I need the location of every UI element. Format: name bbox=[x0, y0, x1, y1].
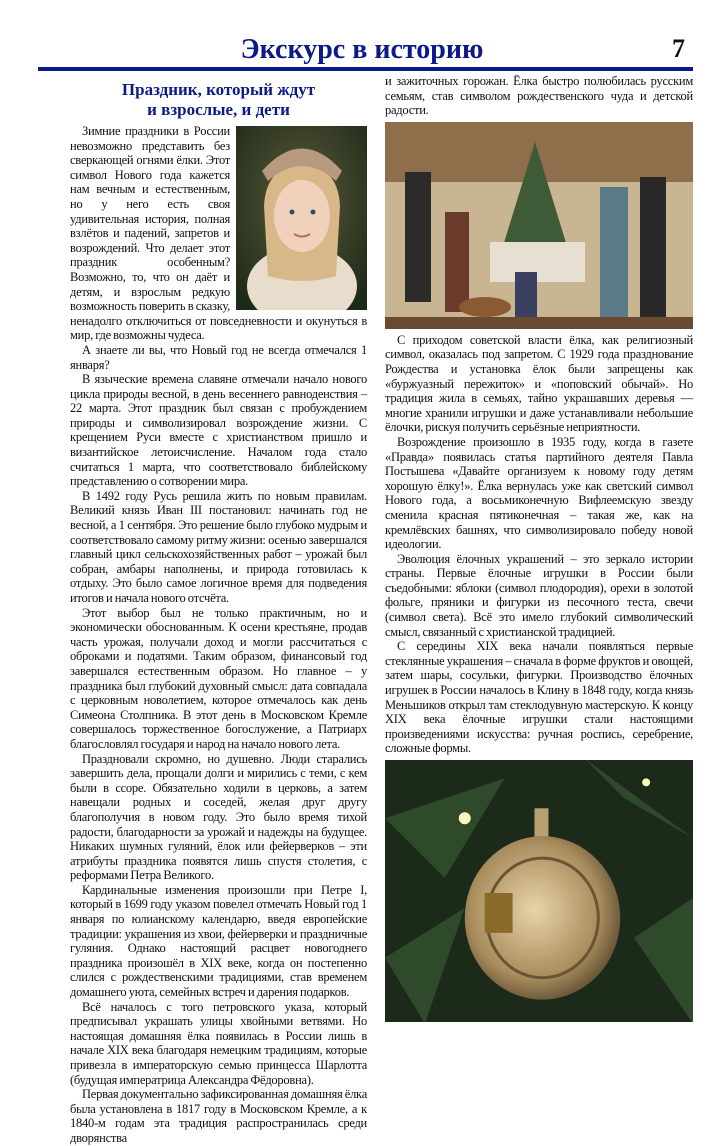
paragraph: Всё началось с того петровского указа, который предписывал украшать улицы хвойными ветвями. Но настоящая домашняя ёлка появилась в России лишь в начале XIX века благодаря немецким традициям, которые привезла в императорскую семью принцесса Шарлотта (будущая императрица Александра Фёдоровна). bbox=[70, 999, 367, 1087]
paragraph: Первая документально зафиксированная домашняя ёлка была установлена в 1817 году в Московском Кремле, а к 1840-м годам эта традиция распространилась среди дворянства bbox=[70, 1087, 367, 1145]
paragraph: Кардинальные изменения произошли при Петре I, который в 1699 году указом повелел отмечать Новый год 1 января по юлианскому календарю, введя европейские традиции: украшения из хвои, фейерверки и праздничные гуляния. Однако настоящий расцвет новогоднего праздника произошёл в XIX веке, когда он постепенно слился с рождественскими традициями, став временем домашнего уюта, семейных встреч и дарения подарков. bbox=[70, 882, 367, 1000]
paragraph: Возрождение произошло в 1935 году, когда в газете «Правда» появилась статья партийного деятеля Павла Постышева «Давайте организуем к новому году детям хорошую ёлку!». Ёлка вернулась уже как светский символ Нового года, а восьмиконечную Вифлеемскую звезду сменила красная пятиконечная – такая же, как на кремлёвских башнях, что символизировало победу новой идеологии. bbox=[385, 434, 693, 552]
paragraph: С середины XIX века начали появляться первые стеклянные украшения – сначала в форме фруктов и овощей, затем шары, сосульки, фигурки. Производство ёлочных игрушек в России началось в Клину в 1848 году, когда князь Меньшиков открыл там стеклодувную мастерскую. К концу XIX века ёлочные игрушки стали настоящими произведениями искусства: ручная роспись, серебрение, сложные формы. bbox=[385, 639, 693, 756]
left-column bbox=[70, 124, 367, 1146]
header-rule bbox=[38, 67, 693, 71]
article-title-line-2: и взрослые, и дети bbox=[147, 100, 290, 119]
paragraph: Этот выбор был не только практичным, но и экономически обоснованным. К осени крестьяне, продав часть урожая, получали доход и могли рассчитаться с оброками и податями. Таким образом, финансовый год завершался естественным образом. Но главное – у праздника был глубокий духовный смысл: дата совпадала с церковным новолетием, которое отмечалось как день Симеона Столпника. В этот день в Московском Кремле совершалось торжественное богослужение, а Патриарх благословлял государя и народ на начало нового лета. bbox=[70, 605, 367, 751]
paragraph: В 1492 году Русь решила жить по новым правилам. Великий князь Иван III постановил: начинать год не весной, а 1 сентября. Это решение было глубоко мудрым и соответствовало самому ритму жизни: осенью завершался главный цикл сельскохозяйственных работ – урожай был собран, амбары наполнены, и природа готовилась к отдыху. Это было самое логичное время для подведения итогов и начала нового отсчёта. bbox=[70, 488, 367, 605]
paragraph: Зимние праздники в России невозможно представить без сверкающей огнями ёлки. Этот символ Нового года кажется нам вечным и естественным, но у него есть своя удивительная история, полная взлётов и падений, запретов и возрождений. Что делает этот праздник особенным? Возможно, то, что он даёт и детям, и взрослым редкую возможность поверить в сказку, ненадолго отключиться от повседневности и окунуться в мир, где возможны чудеса. bbox=[70, 124, 367, 343]
paragraph-continued: и зажиточных горожан. Ёлка быстро полюбилась русским семьям, став символом рождественского чуда и детской радости. bbox=[385, 74, 693, 118]
vintage-clock-ornament-photo bbox=[385, 760, 693, 1022]
page-number: 7 bbox=[672, 34, 685, 63]
section-title: Экскурс в историю bbox=[240, 34, 484, 65]
victorian-christmas-painting bbox=[385, 122, 693, 329]
paragraph: А знаете ли вы, что Новый год не всегда отмечался 1 января? bbox=[70, 342, 367, 372]
paragraph: Эволюция ёлочных украшений – это зеркало истории страны. Первые ёлочные игрушки в России были съедобными: яблоки (символ плодородия), орехи в золотой фольге, пряники и фигурки из песочного теста, свечи (символ света). Всё это имело глубокий символический смысл, связанный с христианской традицией. bbox=[385, 551, 693, 639]
girl-kokoshnik-photo bbox=[236, 126, 367, 310]
article-title bbox=[70, 80, 367, 120]
right-column bbox=[385, 74, 693, 1022]
paragraph: В языческие времена славяне отмечали начало нового цикла природы весной, в день весеннего равноденствия – 22 марта. Этот праздник был связан с пробуждением природы и символизировал возрождение жизни. С крещением Руси вместе с христианством пришло и византийское летоисчисление. Началом года стало считаться 1 марта, что соответствовало библейскому представлению о сотворении мира. bbox=[70, 372, 367, 489]
article-title-line-1: Праздник, который ждут bbox=[121, 80, 316, 99]
paragraph: С приходом советской власти ёлка, как религиозный символ, оказалась под запретом. С 1929 года празднование Рождества и установка ёлок были запрещены как «буржуазный пережиток» и «поповский обычай». Но традиция жила в семьях, тайно украшавших деревья — многие хранили игрушки и даже устанавливали небольшие ёлочки, рискуя получить серьёзные неприятности. bbox=[385, 332, 693, 435]
paragraph: Праздновали скромно, но душевно. Люди старались завершить дела, прощали долги и мирились с теми, с кем были в ссоре. Обязательно ходили в церковь, а затем навещали родных и соседей, желая друг другу благополучия в новом году. Это было время тихой радости, благодарности за урожай и надежды на будущее. Никаких шумных гуляний, ёлок или фейерверков – эти атрибуты праздника появятся лишь спустя столетия, с реформами Петра Великого. bbox=[70, 751, 367, 883]
